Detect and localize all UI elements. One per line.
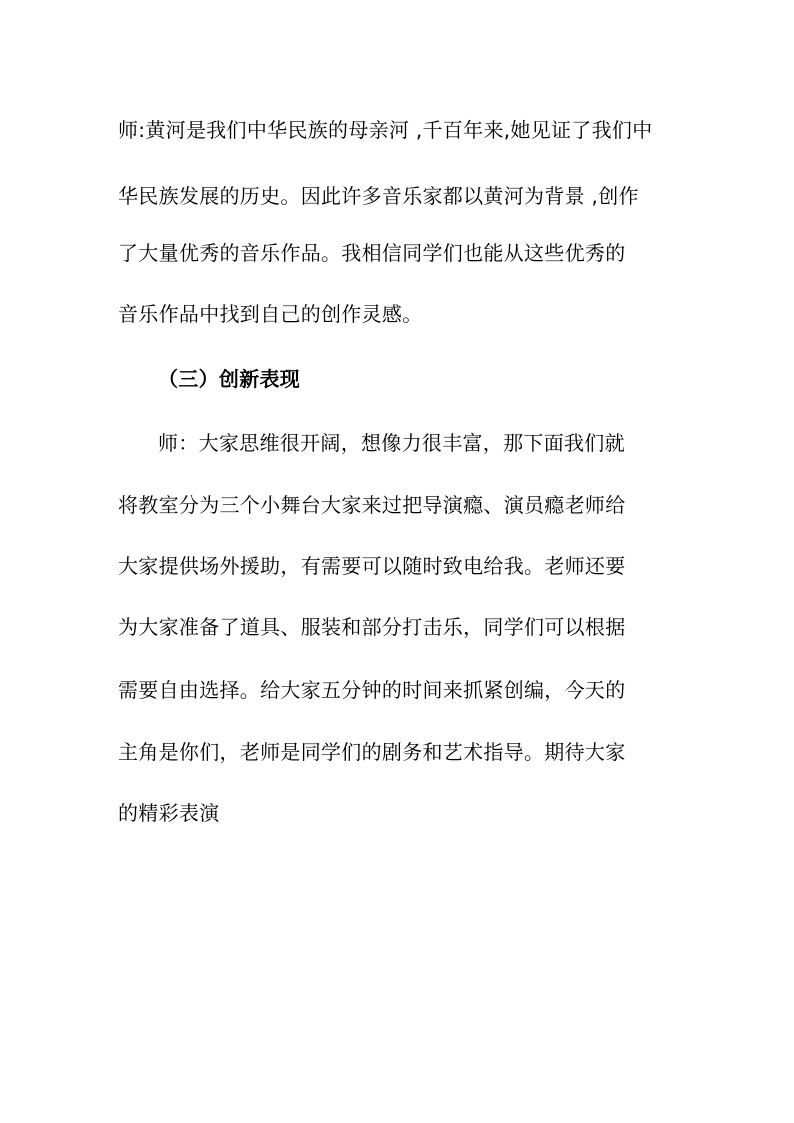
paragraph-1-line-2: 华民族发展的历史。因此许多音乐家都以黄河为背景 ,创作 [118, 184, 639, 208]
paragraph-1-line-4: 音乐作品中找到自己的创作灵感。 [118, 302, 423, 326]
paragraph-2-line-5: 需要自由选择。给大家五分钟的时间来抓紧创编，今天的 [118, 678, 626, 702]
paragraph-1-line-1: 师:黄河是我们中华民族的母亲河 ,千百年来,她见证了我们中 [118, 118, 653, 142]
paragraph-1-line-3: 了大量优秀的音乐作品。我相信同学们也能从这些优秀的 [118, 241, 626, 265]
paragraph-2-line-3: 大家提供场外援助，有需要可以随时致电给我。老师还要 [118, 554, 626, 578]
paragraph-2-line-1: 师：大家思维很开阔，想像力很丰富，那下面我们就 [158, 431, 625, 455]
paragraph-2-line-7: 的精彩表演 [118, 801, 220, 825]
section-heading: （三）创新表现 [158, 367, 301, 391]
paragraph-2-line-4: 为大家准备了道具、服装和部分打击乐，同学们可以根据 [118, 615, 626, 639]
paragraph-2-line-6: 主角是你们，老师是同学们的剧务和艺术指导。期待大家 [118, 740, 626, 764]
paragraph-2-line-2: 将教室分为三个小舞台大家来过把导演瘾、演员瘾老师给 [118, 493, 626, 517]
